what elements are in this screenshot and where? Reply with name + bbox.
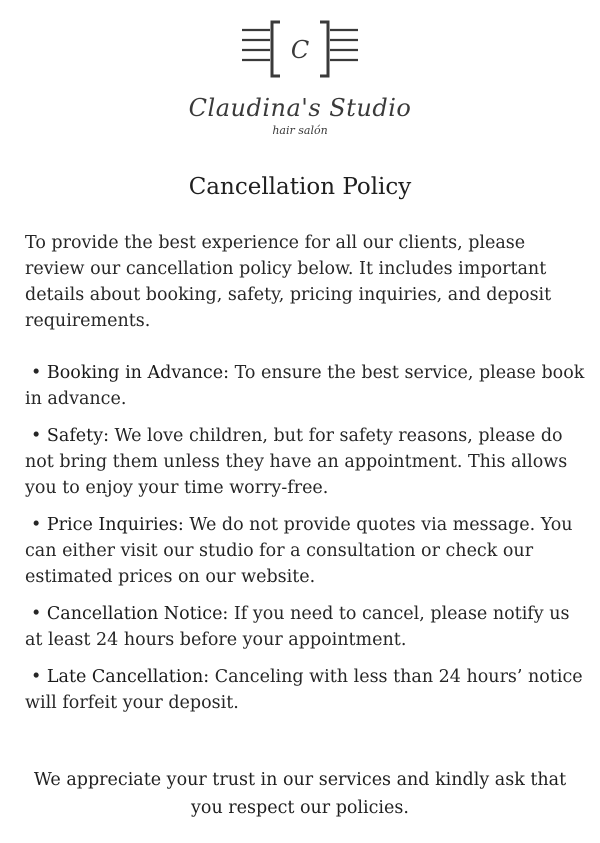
- policy-text: We do not provide quotes via message. You can either visit our studio for a consultation or check our estimated prices on our website.: [25, 515, 573, 587]
- intro-paragraph: To provide the best experience for all our clients, please review our cancellation policy below. It includes important details about booking, safety, pricing inquiries, and deposit requirements.: [25, 233, 552, 331]
- policy-item-price-inquiries: [25, 512, 585, 590]
- closing-statement: We appreciate your trust in our services and kindly ask that you respect our policies.: [33, 770, 567, 818]
- policy-term: Late Cancellation:: [46, 667, 210, 687]
- monogram-letter: C: [290, 36, 310, 64]
- bullet-icon: •: [31, 604, 42, 624]
- bullet-icon: •: [31, 426, 42, 446]
- brand-name: Claudina's Studio: [188, 94, 412, 122]
- brand-tagline: hair salón: [272, 124, 328, 137]
- policy-text: We love children, but for safety reasons, please do not bring them unless they have an appointment. This allows you to enjoy your time worry-free.: [25, 426, 568, 498]
- studio-logo: [0, 14, 600, 137]
- bullet-icon: •: [31, 363, 42, 383]
- bullet-icon: •: [31, 515, 42, 535]
- policy-term: Cancellation Notice:: [46, 604, 229, 624]
- policy-text: Canceling with less than 24 hours’ notice will forfeit your deposit.: [25, 667, 583, 713]
- bullet-icon: •: [31, 667, 42, 687]
- policy-item-booking: [25, 360, 585, 412]
- policy-item-cancellation-notice: [25, 601, 585, 653]
- policy-term: Price Inquiries:: [46, 515, 184, 535]
- policy-term: Safety:: [46, 426, 109, 446]
- bracket-monogram-icon: [230, 14, 370, 84]
- page-title: Cancellation Policy: [188, 174, 412, 200]
- policy-item-late-cancellation: [25, 664, 585, 716]
- policy-term: Booking in Advance:: [46, 363, 229, 383]
- policy-list: [25, 360, 585, 727]
- policy-text: To ensure the best service, please book in advance.: [25, 363, 585, 409]
- policy-item-safety: [25, 423, 585, 501]
- policy-text: If you need to cancel, please notify us at least 24 hours before your appointment.: [25, 604, 570, 650]
